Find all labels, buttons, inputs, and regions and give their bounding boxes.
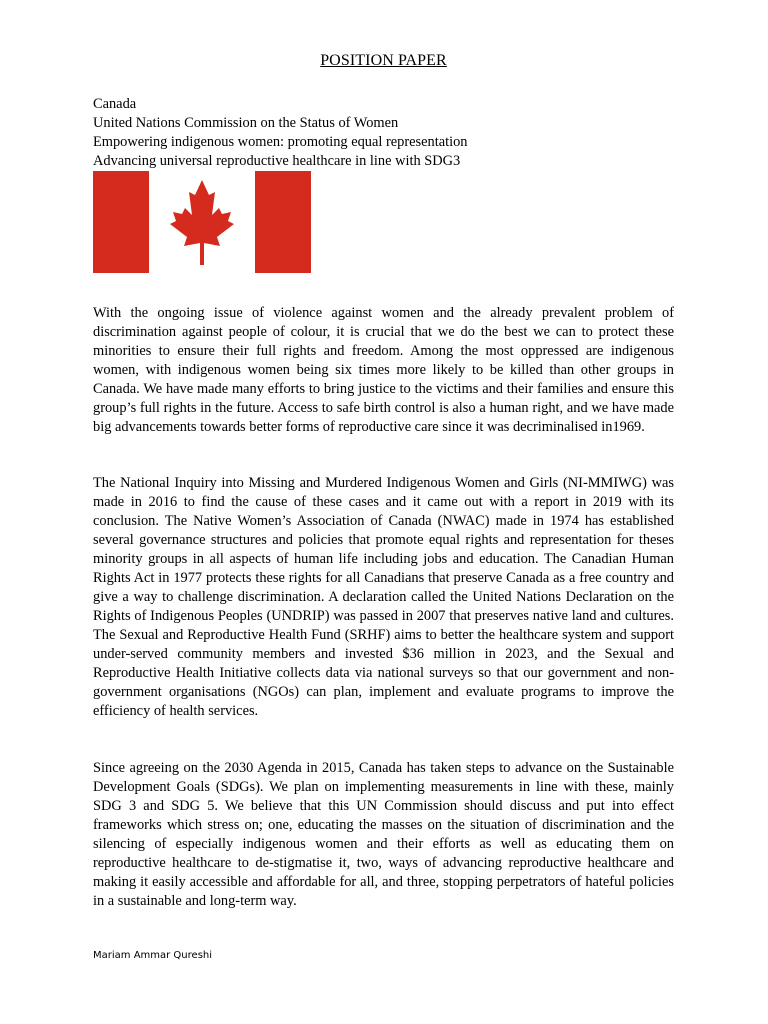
canada-flag-icon bbox=[93, 171, 311, 273]
paragraph-past-actions: The National Inquiry into Missing and Murdered Indigenous Women and Girls (NI-MMIWG) was made in 2016 to find the cause of these cases and it came out with a report in 2019 with its conclusion. The Native Women’s Association of Canada (NWAC) made in 1974 has established several governance structures and policies that promote equal rights and representation for theses minority groups in all aspects of human life including jobs and education. The Canadian Human Rights Act in 1977 protects these rights for all Canadians that preserve Canada as a free country and give a way to challenge discrimination. A declaration called the United Nations Declaration on the Rights of Indigenous Peoples (UNDRIP) was passed in 2007 that preserves native land and cultures. The Sexual and Reproductive Health Fund (SRHF) aims to better the healthcare system and support under-served community members and invested $36 million in 2023, and the Sexual and Reproductive Health Initiative collects data via national surveys so that our government and non-government organisations (NGOs) can plan, implement and evaluate programs to improve the efficiency of health services. bbox=[93, 475, 674, 719]
header-topic-2: Advancing universal reproductive healthcare in line with SDG3 bbox=[93, 153, 461, 169]
paragraph-proposals: Since agreeing on the 2030 Agenda in 2015, Canada has taken steps to advance on the Sustainable Development Goals (SDGs). We plan on implementing measurements in line with these, mainly SDG 3 and SDG 5. We believe that this UN Commission should discuss and put into effect frameworks which stress on; one, educating the masses on the situation of discrimination and the silencing of especially indigenous women and their efforts as well as educating them on reproductive healthcare to de-stigmatise it, two, ways of advancing reproductive healthcare and making it easily accessible and affordable for all, and three, stopping perpetrators of hateful policies in a sustainable and long-term way. bbox=[93, 760, 674, 909]
maple-leaf-icon bbox=[149, 171, 255, 273]
paragraph-introduction: With the ongoing issue of violence against women and the already prevalent problem of discrimination against people of colour, it is crucial that we do the best we can to protect these minorities to ensure their full rights and freedom. Among the most oppressed are indigenous women, with indigenous women being six times more likely to be killed than other groups in Canada. We have made many efforts to bring justice to the victims and their families and ensure this group’s full rights in the future. Access to safe birth control is also a human right, and we have made big advancements towards better forms of reproductive care since it was decriminalised in1969. bbox=[93, 305, 674, 435]
flag-center-band bbox=[149, 171, 255, 273]
flag-left-band bbox=[93, 171, 149, 273]
document-title: POSITION PAPER bbox=[320, 52, 447, 69]
footer-author: Mariam Ammar Qureshi bbox=[93, 950, 213, 961]
header-topic-1: Empowering indigenous women: promoting equal representation bbox=[93, 134, 468, 150]
header-committee: United Nations Commission on the Status of Women bbox=[93, 115, 399, 131]
flag-right-band bbox=[255, 171, 311, 273]
document-header bbox=[93, 95, 467, 171]
header-country: Canada bbox=[93, 96, 137, 112]
